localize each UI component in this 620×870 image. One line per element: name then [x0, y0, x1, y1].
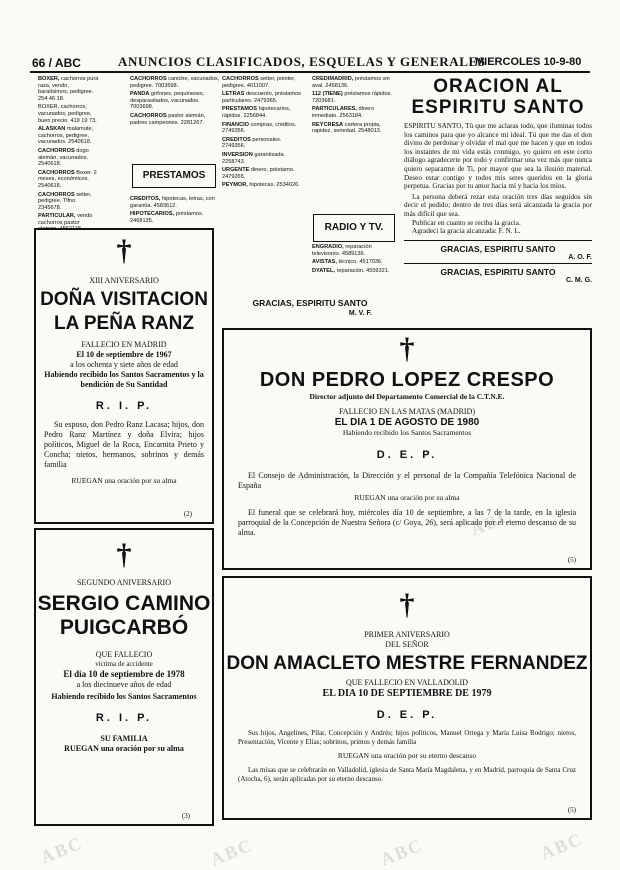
death-heading: QUE FALLECIO — [95, 650, 153, 659]
classified-item: PARTICULAR, vendo cachorros pastor — [38, 213, 93, 226]
anniversary-label: XIII ANIVERSARIO — [89, 276, 159, 285]
oracion-block — [404, 76, 592, 326]
watermark: ABC — [207, 834, 256, 870]
age-at-death: a los ochenta y siete años de edad — [70, 360, 178, 369]
sacraments-line: Habiendo recibido los Santos Sacramentos y la bendición de Su Santidad — [44, 370, 204, 389]
del-senor-label: DEL SEÑOR — [385, 640, 429, 649]
age-at-death: a los diecinueve años de edad — [76, 680, 172, 689]
gracias-signature-3: M. V. F. — [348, 310, 372, 317]
deceased-name-line-1: SERGIO CAMINO — [37, 592, 211, 615]
gracias-signature-1: A. O. F. — [568, 253, 592, 261]
obituary-sergio — [34, 528, 214, 826]
prestamos-heading: PRESTAMOS — [142, 170, 206, 181]
divider — [404, 263, 592, 264]
funeral-notice: El funeral que se celebrará hoy, miércoles día 10 de septiembre, a las 7 de la tarde, en la iglesia parroquial de la Concepción de Nuestra Señora (c/ Goya, 26), será aplicado por el eterno descanso de su alma. — [238, 508, 576, 537]
classified-item: INVERSION garantizada. 2258743. — [222, 151, 286, 165]
dep-mark: D. E. P. — [376, 709, 438, 721]
prestamos-heading-box — [132, 164, 216, 188]
classified-item: URGENTE dinero, préstamo. 2479265. — [222, 167, 295, 180]
classifieds-column-2b — [130, 196, 220, 228]
family-label: SU FAMILIA — [100, 734, 148, 743]
cross-icon: † — [399, 332, 415, 365]
death-place: QUE FALLECIO EN VALLADOLID — [346, 678, 468, 687]
gracias-signature-2: C. M. G. — [565, 276, 592, 284]
gracias-line-3: GRACIAS, ESPIRITU SANTO — [252, 298, 368, 308]
cross-icon: † — [116, 234, 132, 267]
classified-item: PARTICULARES, dinero inmediato. 2563184. — [312, 106, 375, 119]
issue-date: MIERCOLES 10-9-80 — [475, 56, 582, 68]
classified-item: BOXER, cachorros pura raza, vendo, baratísimos, pedigree. 254 46 18. — [38, 76, 99, 102]
classified-item: REYCRESA cartera propia, rapidez, seriedad. 2548013. — [312, 121, 382, 135]
classified-item: 112 (TIENE) préstamos rápidos. 7203681. — [312, 91, 392, 104]
classifieds-column-1 — [38, 76, 100, 228]
death-cause: víctima de accidente — [95, 660, 153, 668]
prayer-request: RUEGAN una oración por su alma — [64, 744, 184, 753]
classified-item: HIPOTECARIOS, préstamos. 2468135. — [130, 211, 204, 224]
family-list: Sus hijos, Angelines, Pilar, Concepción y Andrés; hijos políticos, Manuel Ortega y María Luisa Rodrigo; nietos, Presentación, Vicente y Elías; sobrinos, primos y demás familia — [238, 729, 576, 746]
classifieds-column-4b — [312, 244, 398, 288]
anniversary-label: SEGUNDO ANIVERSARIO — [76, 578, 171, 587]
sacraments-line: Habiendo recibido los Santos Sacramentos — [342, 428, 472, 437]
deceased-role: Director adjunto del Departamento Comercial de la C.T.N.E. — [309, 392, 505, 401]
classified-item: ALASKAN malamute, cachorros, pedigree, vacunados. 2540618. — [38, 126, 94, 146]
oracion-body: ESPIRITU SANTO, Tú que me aclaras todo, que iluminas todos los caminos para que yo alcance mi ideal. Tú que me das el don divino de perdonar y olvidar el mal que me hacen y que en todos los instantes de mi vida estás conmigo, yo quiero en este corto diálogo agradecerte por todo y confirmar una vez más que nunca quiero separarme de Ti, por mayor que sea la ilusión material. Deseo estar contigo y todos mis seres queridos en la gloria perpetua. Gracias por tu amor hacia mí y hacia los míos. — [404, 122, 592, 191]
classified-item: CACHORROS setter, pedigree. Tlfno. 2345678. — [38, 191, 92, 211]
classifieds-column-4a — [312, 76, 398, 208]
classified-item: CREDITOS personales. 2749356. — [222, 136, 282, 150]
classified-item: AVISTAS, técnico. 4517036. — [312, 259, 383, 266]
classified-item: CREDIMADRID, préstamos sin aval. 2458136. — [312, 76, 390, 89]
mass-notice: Las misas que se celebrarán en Valladolid, iglesia de Santa María Magdalena, y en Madrid, parroquia de Santa Cruz (Atocha, 6), serán aplicadas por su eterno descanso. — [238, 766, 576, 783]
page-number: 66 / ABC — [32, 56, 81, 70]
sacraments-line: Habiendo recibido los Santos Sacramentos — [51, 692, 197, 701]
prayer-request: RUEGAN una oración por su alma — [71, 476, 177, 485]
watermark: ABC — [37, 832, 86, 868]
anniversary-label: PRIMER ANIVERSARIO — [364, 630, 450, 639]
oracion-instructions: La persona deberá rezar esta oración tres días seguidos sin decir el pedido; dentro de tres días será alcanzada la gracia por más difícil que sea. — [404, 192, 592, 218]
watermark: ABC — [537, 828, 586, 864]
deceased-name: DON PEDRO LOPEZ CRESPO — [259, 369, 555, 391]
classified-item: PRESTAMOS hipotecarios, rápidos. 2256844. — [222, 106, 291, 119]
reference-number: (3) — [181, 812, 190, 820]
radio-tv-heading-box — [313, 214, 395, 242]
obituary-visitacion — [34, 228, 214, 524]
death-date: EL DIA 1 DE AGOSTO DE 1980 — [334, 417, 480, 428]
classified-item: CACHORROS pastor alemán, padres campeones. 2281267. — [130, 112, 206, 126]
death-date: El día 10 de septiembre de 1978 — [63, 669, 185, 679]
classified-item: PANDA grifones, pequineses, desparasitados, vacunados. 7003698. — [130, 91, 205, 111]
obituary-pedro-lopez — [222, 328, 592, 570]
watermark: ABC — [467, 504, 516, 540]
dep-mark: D. E. P. — [376, 449, 438, 461]
oracion-title: ORACION AL ESPIRITU SANTO — [411, 76, 585, 118]
oracion-publish: Publicar en cuanto se reciba la gracia. — [412, 218, 521, 227]
obituary-amacleto — [222, 576, 592, 820]
family-list: Su esposo, don Pedro Ranz Lacasa; hijos, don Pedro Ranz Martínez y doña Elvira; hijos políticos, Miguel de la Roca, Encarnita Prieto y Concha; nietos, hermanos, sobrinos y demás familia — [44, 420, 204, 469]
reference-number: (5) — [567, 556, 576, 564]
death-place: FALLECIO EN LAS MATAS (MADRID) — [338, 407, 476, 416]
classified-item: CACHORROS setter, pointer, pedigree. 4011007. — [222, 76, 296, 89]
classified-item: CACHORROS caniche, vacunados, pedigree. 7003698. — [130, 76, 220, 89]
classified-item: PEYMOR, hipotecas. 2534026. — [222, 182, 300, 189]
prayer-request: RUEGAN una oración por su alma — [354, 493, 460, 502]
classified-item: BOXER, cachorros, vacunados, pedigree, buen precio. 419 19 73. — [38, 104, 97, 124]
classified-item: ENGRADIO, reparación televisores. 4589136. — [312, 244, 372, 257]
cross-icon: † — [399, 588, 415, 621]
watermark: ABC — [377, 834, 426, 870]
classified-item: CACHORROS dogo alemán, vacunados. 2540618. — [38, 147, 89, 168]
gracias-line-1: GRACIAS, ESPIRITU SANTO — [440, 243, 556, 254]
death-place: FALLECIO EN MADRID — [81, 340, 167, 349]
rip-mark: R. I. P. — [95, 712, 153, 724]
deceased-name-line-2: PUIGCARBÓ — [59, 616, 189, 639]
classifieds-column-3 — [222, 76, 306, 288]
reference-number: (2) — [183, 510, 192, 518]
classified-item: CREDITOS, hipotecas, letras, con garantía. 4583612. — [130, 196, 215, 209]
classifieds-column-2 — [130, 76, 220, 160]
rip-mark: R. I. P. — [95, 400, 153, 412]
deceased-name: DOÑA VISITACION LA PEÑA RANZ — [40, 289, 208, 334]
header-rule — [30, 71, 590, 73]
death-date: EL DIA 10 DE SEPTIEMBRE DE 1979 — [322, 688, 492, 699]
deceased-name: DON AMACLETO MESTRE FERNANDEZ — [226, 653, 588, 674]
classified-item: LETRAS descuento, préstamos particulares. 2479365. — [222, 91, 301, 104]
oracion-thanks: Agradeci la gracia alcanzada: F. N. L. — [412, 227, 521, 236]
death-date: El 10 de septiembre de 1967 — [76, 350, 172, 359]
classified-item: CACHORROS Boxer. 2 meses, económicos. 2540618. — [38, 169, 97, 189]
radio-tv-heading: RADIO Y TV. — [324, 222, 384, 233]
classified-item: DYATEL, reparación. 4559321. — [312, 267, 390, 274]
company-statement: El Consejo de Administración, la Dirección y el personal de la Compañía Telefónica Nacional de España — [238, 471, 576, 490]
cross-icon: † — [116, 538, 132, 571]
divider — [404, 240, 592, 241]
reference-number: (5) — [567, 806, 576, 814]
classified-item: FINANCIO compras, créditos. 2749356. — [222, 121, 297, 135]
section-title: ANUNCIOS CLASIFICADOS, ESQUELAS Y GENERALES — [118, 54, 486, 69]
prayer-request: RUEGAN una oración por su eterno descanso — [337, 751, 477, 760]
gracias-line-2: GRACIAS, ESPIRITU SANTO — [440, 266, 556, 277]
